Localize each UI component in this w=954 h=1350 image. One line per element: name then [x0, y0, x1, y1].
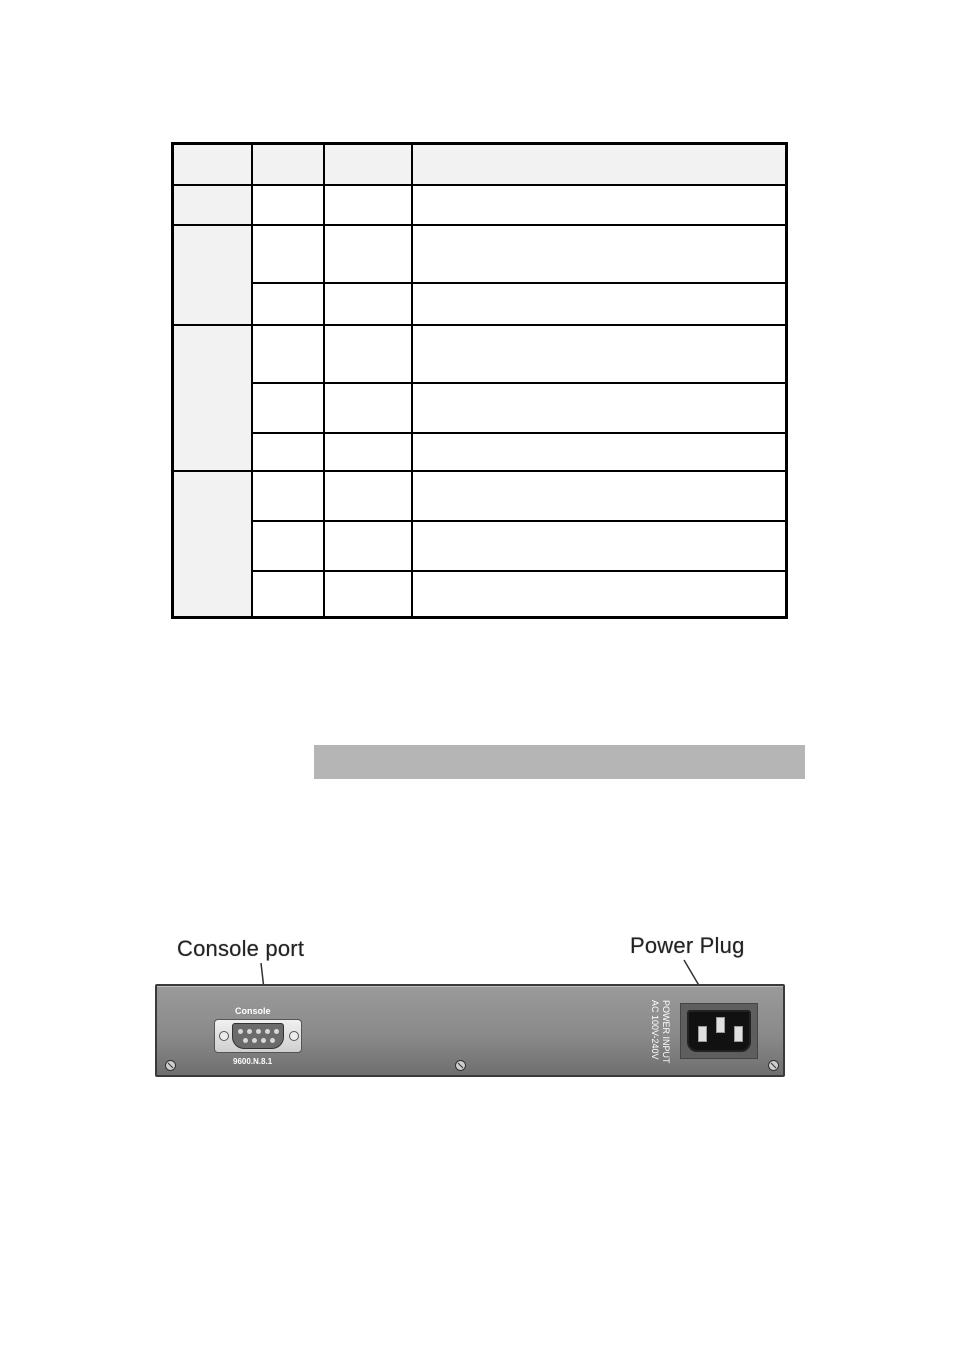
screw-icon	[768, 1060, 779, 1071]
table-cell	[324, 325, 412, 383]
table-group-label	[173, 325, 252, 471]
pin	[252, 1038, 257, 1043]
console-port-callout: Console port	[177, 936, 305, 961]
table-cell	[324, 383, 412, 433]
table-cell	[324, 433, 412, 471]
db9-console-connector-icon[interactable]	[214, 1019, 302, 1053]
table-cell	[412, 225, 786, 283]
power-input-line1: POWER INPUT	[661, 1000, 671, 1064]
power-input-label	[649, 1000, 671, 1064]
table-cell	[324, 185, 412, 225]
table-cell	[412, 433, 786, 471]
power-plug-callout: Power Plug	[630, 933, 745, 958]
screw-icon	[165, 1060, 176, 1071]
table-header-cell	[173, 144, 252, 185]
power-input-line2: AC 100V-240V	[650, 1000, 660, 1060]
pin	[243, 1038, 248, 1043]
table-cell	[252, 225, 324, 283]
table-cell	[412, 521, 786, 571]
section-heading-bar	[314, 745, 805, 779]
screw-icon	[455, 1060, 466, 1071]
pin	[261, 1038, 266, 1043]
table-cell	[412, 283, 786, 325]
table-cell	[252, 521, 324, 571]
pin	[265, 1029, 270, 1034]
table-cell	[252, 571, 324, 617]
table-header-cell	[412, 144, 786, 185]
table-cell	[412, 571, 786, 617]
table-cell	[412, 325, 786, 383]
table-cell	[412, 383, 786, 433]
mount-hole	[219, 1031, 229, 1041]
table-cell	[324, 471, 412, 521]
table-cell	[252, 383, 324, 433]
table-header-cell	[252, 144, 324, 185]
table-cell	[252, 433, 324, 471]
pin	[247, 1029, 252, 1034]
table-header-cell	[324, 144, 412, 185]
iec-power-socket-icon[interactable]	[680, 1003, 758, 1059]
iec-socket-face	[687, 1010, 751, 1052]
iec-pin	[716, 1017, 725, 1033]
iec-pin	[698, 1026, 707, 1042]
table-cell	[252, 283, 324, 325]
table-group-label	[173, 225, 252, 325]
table-group-label	[173, 185, 252, 225]
iec-pin	[734, 1026, 743, 1042]
pin	[256, 1029, 261, 1034]
table-cell	[324, 283, 412, 325]
pin	[270, 1038, 275, 1043]
baud-label: 9600.N.8.1	[233, 1057, 273, 1066]
table-cell	[252, 471, 324, 521]
table-cell	[252, 185, 324, 225]
led-table	[171, 142, 788, 619]
table-cell	[324, 225, 412, 283]
table-cell	[252, 325, 324, 383]
table-cell	[324, 571, 412, 617]
table-group-label	[173, 471, 252, 617]
table-cell	[412, 471, 786, 521]
db9-shell	[232, 1023, 284, 1049]
pin	[274, 1029, 279, 1034]
console-label: Console	[235, 1006, 271, 1016]
mount-hole	[289, 1031, 299, 1041]
pin	[238, 1029, 243, 1034]
table-cell	[412, 185, 786, 225]
table-cell	[324, 521, 412, 571]
rear-panel	[155, 984, 785, 1077]
